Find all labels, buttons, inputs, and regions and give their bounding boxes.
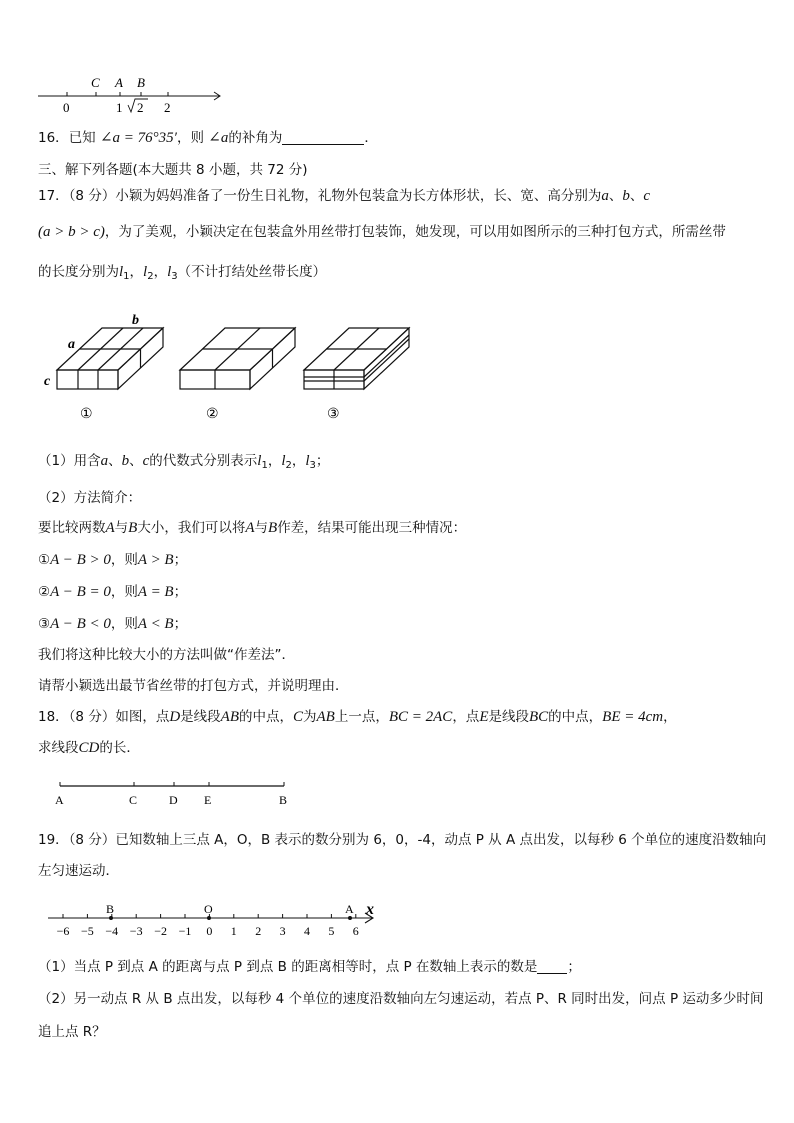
box-2 [180,328,295,389]
answer-blank-19[interactable] [537,959,567,974]
tick-label: 6 [352,924,359,938]
tick-label: 5 [328,924,335,938]
fig-label-a: a [68,337,75,352]
point-b-dot [109,916,113,920]
question-19-part-2-line-1: （2）另一动点 R 从 B 点出发，以每秒 4 个单位的速度沿数轴向左匀速运动，若点 P、R 同时出发，问点 P 运动多少时间 [38,991,764,1007]
top-number-line-figure [34,72,230,116]
point-a-dot [348,916,352,920]
question-17-line-2: (a > b > c)，为了美观，小颖决定在包装盒外用丝带打包装饰，她发现，可以用如图所示的三种打包方式，所需丝带 [38,224,726,240]
question-17-part-1: （1）用含a、b、c的代数式分别表示$l_1$，$l_2$，$l_3$； [38,453,330,471]
tick-label-2: 2 [164,100,171,115]
axis-point-b: B [106,902,115,916]
segment-figure [48,778,298,810]
tick-label: 1 [230,924,237,938]
tick-label: −6 [56,924,70,938]
tick-label: −2 [154,924,167,938]
question-17-part-2: （2）方法简介： [38,490,142,506]
tick-label: 4 [304,924,310,938]
axis-point-o: O [204,902,213,916]
tick-label-0: 0 [63,100,70,115]
case-1: ①A − B > 0，则A > B； [38,552,188,568]
seg-label-b: B [279,793,288,807]
section-title: 三、解下列各题(本大题共 8 小题，共 72 分) [38,162,308,178]
seg-label-d: D [169,793,178,807]
seg-label-e: E [204,793,212,807]
method-intro: 要比较两数A与B大小，我们可以将A与B作差，结果可能出现三种情况： [38,520,467,536]
box-3 [304,328,409,389]
question-19-line-2: 左匀速运动． [38,863,119,879]
question-18-line-1: 18．（8 分）如图，点D是线段AB的中点，C为AB上一点，BC = 2AC，点E是线段BC的中点，BE = 4cm， [38,709,677,725]
q19-number-line [44,898,384,942]
question-17-line-1: 17．（8 分）小颖为妈妈准备了一份生日礼物，礼物外包装盒为长方体形状，长、宽、高分别为a、b、c [38,188,650,204]
case-2: ②A − B = 0，则A = B； [38,584,188,600]
fig-caption-1: ① [80,407,93,422]
sqrt-label: 2 [137,100,144,115]
method-name: 我们将这种比较大小的方法叫做“作差法”． [38,647,295,663]
fig-caption-3: ③ [327,407,340,422]
question-19-line-1: 19．（8 分）已知数轴上三点 A，O，B 表示的数分别为 6，0，-4，动点 P 从 A 点出发，以每秒 6 个单位的速度沿数轴向 [38,832,767,848]
tick-label: −3 [129,924,143,938]
axis-x-label: x [366,901,374,918]
case-3: ③A − B < 0，则A < B； [38,616,188,632]
point-label-a: A [115,75,123,90]
tick-label: 0 [206,924,213,938]
angle-expression: ∠a = 76°35′ [99,130,177,146]
tick-label-1: 1 [116,100,123,115]
axis-point-a: A [345,902,354,916]
seg-label-a: A [55,793,64,807]
tick-label: −4 [105,924,119,938]
question-18-line-2: 求线段CD的长． [38,740,140,756]
question-19-part-1: （1）当点 P 到点 A 的距离与点 P 到点 B 的距离相等时，点 P 在数轴上表示的数是 ； [38,959,581,975]
tick-label: −1 [178,924,192,938]
tick-label: 2 [255,924,262,938]
fig-label-c: c [44,374,51,389]
question-17-line-3: 的长度分别为$l_1$，$l_2$，$l_3$（不计打结处丝带长度） [38,264,327,282]
condition-expression: (a > b > c) [38,224,105,240]
tick-label: −5 [81,924,94,938]
point-o-dot [207,916,211,920]
question-19-part-2-line-2: 追上点 R？ [38,1024,106,1040]
tick-label: 3 [279,924,286,938]
question-16: 16．已知 ∠a = 76°35′，则 ∠a的补角为 ． [38,130,378,146]
seg-label-c: C [129,793,138,807]
question-17-ask: 请帮小颖选出最节省丝带的打包方式，并说明理由． [38,678,349,694]
gift-box-figures [38,306,428,426]
point-label-c: C [91,75,100,90]
fig-label-b: b [132,313,139,328]
answer-blank[interactable] [282,130,364,145]
fig-caption-2: ② [206,407,219,422]
point-label-b: B [137,75,145,90]
